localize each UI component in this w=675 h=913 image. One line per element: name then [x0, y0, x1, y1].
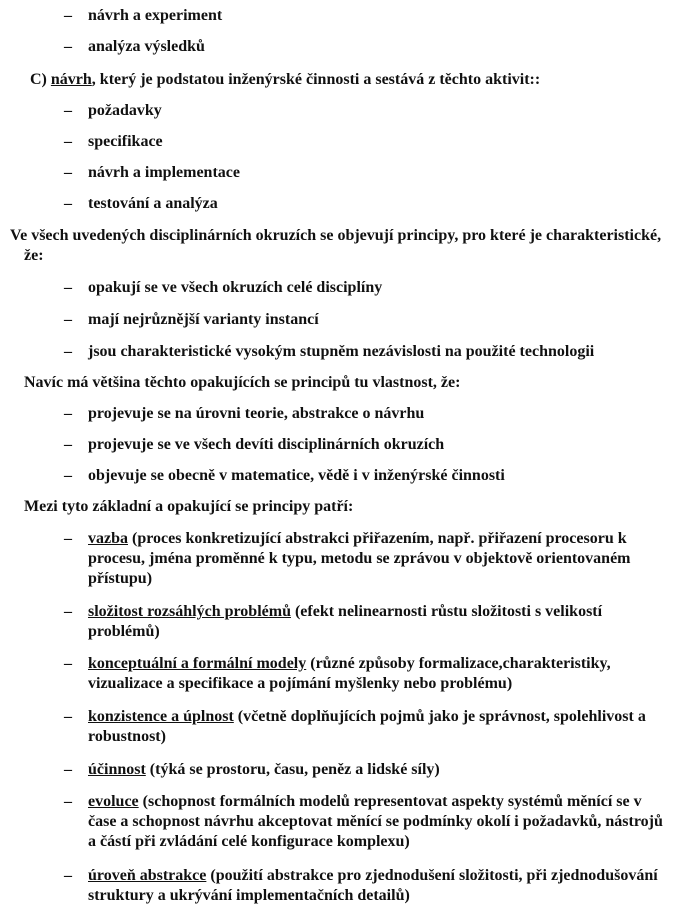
principle-text: [88, 866, 664, 906]
list-item: [64, 6, 664, 26]
section-c-prefix: C): [30, 71, 51, 88]
principle-desc: (efekt nelinearnosti růstu složitosti s velikostí problémů): [88, 603, 603, 640]
list-item: [64, 310, 664, 330]
bullet-dash: –: [64, 761, 72, 778]
list-item-text: návrh a experiment: [88, 7, 223, 24]
list-item-text: jsou charakteristické vysokým stupněm nezávislosti na použité technologii: [88, 343, 595, 360]
principle-item: [64, 707, 664, 747]
bullet-dash: –: [64, 867, 72, 884]
bullet-dash: –: [64, 311, 72, 328]
principle-term: konzistence a úplnost: [88, 708, 234, 725]
principle-term: složitost rozsáhlých problémů: [88, 603, 291, 620]
bullet-dash: –: [64, 530, 72, 547]
principle-text: [88, 602, 664, 642]
principle-text: [88, 654, 664, 694]
principle-term: úroveň abstrakce: [88, 867, 207, 884]
bullet-dash: –: [64, 133, 72, 150]
bullet-dash: –: [64, 655, 72, 672]
principle-text: [88, 760, 664, 780]
list-item-text: specifikace: [88, 133, 163, 150]
principle-desc: (proces konkretizující abstrakci přiřazením, např. přiřazení procesoru k procesu, jména proměnné k typu, metodu se zprávou v objektově orientovaném přístupu): [88, 530, 631, 587]
paragraph-2: Navíc má většina těchto opakujících se principů tu vlastnost, že:: [24, 374, 461, 391]
principle-term: vazba: [88, 530, 128, 547]
bullet-dash: –: [64, 793, 72, 810]
principle-item: [64, 866, 664, 906]
list-item-text: mají nejrůznější varianty instancí: [88, 311, 319, 328]
list-item: [64, 278, 664, 298]
bullet-dash: –: [64, 436, 72, 453]
principle-item: [64, 792, 664, 852]
list-item: [64, 435, 664, 455]
principle-item: [64, 602, 664, 642]
bullet-dash: –: [64, 343, 72, 360]
list-item: [64, 163, 664, 183]
principle-desc: (různé způsoby formalizace,charakteristiky, vizualizace a specifikace a pojímání myšlenky nebo problému): [88, 655, 611, 692]
section-c-rest: , který je podstatou inženýrské činnosti a sestává z těchto aktivit::: [91, 71, 541, 88]
bullet-dash: –: [64, 7, 72, 24]
principle-term: účinnost: [88, 761, 146, 778]
bullet-dash: –: [64, 467, 72, 484]
list-item-text: opakují se ve všech okruzích celé disciplíny: [88, 279, 383, 296]
list-item: [64, 37, 664, 57]
list-item: [64, 342, 664, 362]
principle-desc: (schopnost formálních modelů representovat aspekty systémů měnící se v čase a schopnost návrhu akceptovat měnící se podmínky okolí i požadavků, nástrojů a částí při zvládání celé konfigurace komplexu): [88, 793, 663, 850]
principle-text: [88, 529, 664, 589]
list-item-text: testování a analýza: [88, 195, 218, 212]
list-item: [64, 101, 664, 121]
principle-item: [64, 760, 664, 780]
bullet-dash: –: [64, 164, 72, 181]
list-item-text: návrh a implementace: [88, 164, 240, 181]
list-item: [64, 404, 664, 424]
list-item-text: analýza výsledků: [88, 38, 205, 55]
section-c-heading: [30, 70, 670, 90]
paragraph-3: Mezi tyto základní a opakující se principy patří:: [24, 498, 354, 515]
paragraph-1: Ve všech uvedených disciplinárních okruzích se objevují principy, pro které je charakteristické, že:: [10, 227, 662, 264]
list-item: [64, 466, 664, 486]
principle-item: [64, 654, 664, 694]
principle-item: [64, 529, 664, 589]
principle-text: [88, 707, 664, 747]
list-item-text: projevuje se na úrovni teorie, abstrakce o návrhu: [88, 405, 425, 422]
principle-desc: (včetně doplňujících pojmů jako je správnost, spolehlivost a robustnost): [88, 708, 646, 745]
list-item: [64, 194, 664, 214]
bullet-dash: –: [64, 38, 72, 55]
list-item-text: objevuje se obecně v matematice, vědě i v inženýrské činnosti: [88, 467, 505, 484]
bullet-dash: –: [64, 102, 72, 119]
bullet-dash: –: [64, 195, 72, 212]
bullet-dash: –: [64, 603, 72, 620]
principle-term: konceptuální a formální modely: [88, 655, 307, 672]
principle-text: [88, 792, 664, 852]
bullet-dash: –: [64, 405, 72, 422]
list-item: [64, 132, 664, 152]
section-c-term: návrh: [50, 71, 92, 88]
list-item-text: projevuje se ve všech devíti disciplinárních okruzích: [88, 436, 445, 453]
principle-term: evoluce: [88, 793, 139, 810]
principle-desc: (týká se prostoru, času, peněz a lidské síly): [145, 761, 440, 778]
bullet-dash: –: [64, 708, 72, 725]
principle-desc: (použití abstrakce pro zjednodušení složitosti, při zjednodušování struktury a ukrývání implementačních detailů): [88, 867, 658, 904]
list-item-text: požadavky: [88, 102, 162, 119]
bullet-dash: –: [64, 279, 72, 296]
